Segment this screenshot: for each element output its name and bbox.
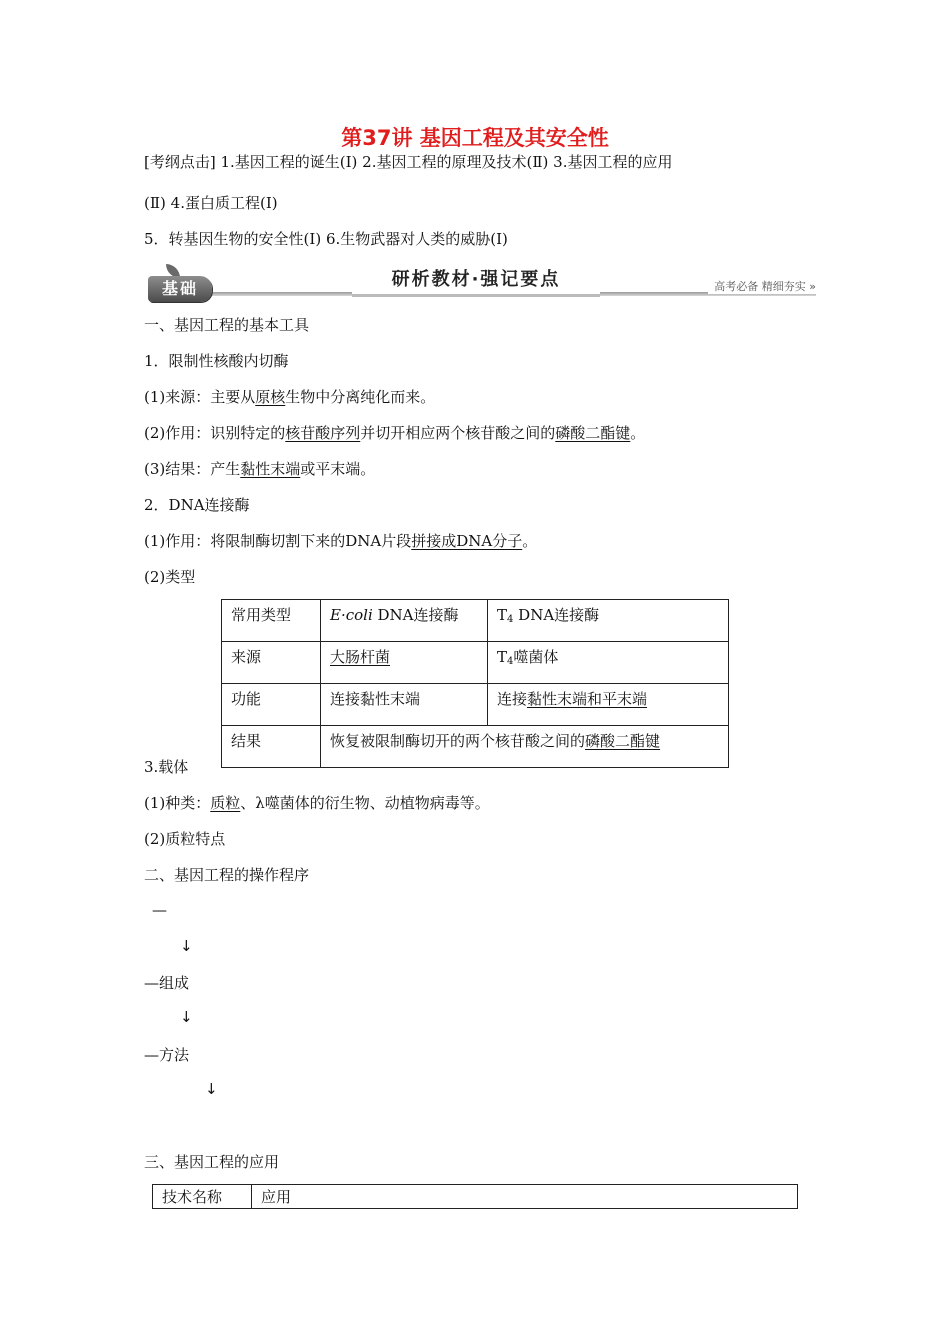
banner-tagline: 高考必备 精细夯实 »: [708, 278, 816, 294]
item-function-prefix: (2)作用：识别特定的: [144, 424, 286, 442]
table-cell: 应用: [252, 1185, 798, 1209]
item-ligase-prefix: (1)作用：将限制酶切割下来的DNA片段: [144, 532, 412, 550]
table-cell: 结果: [222, 726, 321, 768]
item-vector-prefix: (1)种类：: [144, 794, 211, 812]
outline-line-1: [考纲点击] 1.基因工程的诞生(Ⅰ) 2.基因工程的原理及技术(Ⅱ) 3.基因工程的应用: [144, 153, 673, 171]
item-source-blank: 原核: [255, 388, 286, 406]
down-arrow-icon: ↓: [180, 1008, 193, 1026]
table-cell: 连接黏性末端: [321, 684, 488, 726]
item-vector-suffix: 、λ噬菌体的衍生物、动植物病毒等。: [240, 794, 490, 812]
item-function-blank-1: 核苷酸序列: [285, 424, 361, 442]
item-result-prefix: (3)结果：产生: [144, 460, 241, 478]
procedure-step-2: —组成: [144, 974, 190, 992]
section2-heading: 二、基因工程的操作程序: [144, 866, 310, 884]
item-ligase-suffix: 。: [522, 532, 538, 550]
item-function: [144, 423, 645, 443]
item-function-blank-2: 磷酸二酯键: [555, 424, 631, 442]
outline-line-2: (Ⅱ) 4.蛋白质工程(Ⅰ): [144, 194, 278, 212]
table-cell: 技术名称: [153, 1185, 252, 1209]
section1-sub2: 2．DNA连接酶: [144, 496, 250, 514]
item-function-suffix: 。: [630, 424, 646, 442]
item-vector-blank: 质粒: [210, 794, 241, 812]
item-source: [144, 387, 435, 407]
procedure-step-1: —: [152, 901, 167, 919]
ligase-table: [221, 599, 729, 768]
banner-title: 研析教材·强记要点: [352, 266, 600, 294]
item-plasmid-features: (2)质粒特点: [144, 830, 226, 848]
table-row: [222, 642, 729, 684]
t4-subscript: 4: [507, 614, 514, 625]
table-cell: [321, 642, 488, 684]
function-blank: 黏性末端和平末端: [527, 690, 648, 708]
table-row: [222, 684, 729, 726]
table-row: [222, 726, 729, 768]
banner-badge: 基础: [148, 276, 212, 302]
item-source-suffix: 生物中分离纯化而来。: [285, 388, 436, 406]
item-result-suffix: 或平末端。: [300, 460, 376, 478]
down-arrow-icon: ↓: [205, 1080, 218, 1098]
table-cell: [321, 600, 488, 642]
application-table: [152, 1184, 798, 1209]
t4-ligase-label: DNA连接酶: [518, 606, 600, 624]
page-title: 第37讲 基因工程及其安全性: [341, 126, 609, 150]
section1-heading: 一、基因工程的基本工具: [144, 316, 310, 334]
source-blank: 大肠杆菌: [330, 648, 391, 666]
section1-sub3: 3.载体: [144, 758, 189, 776]
table-cell: [321, 726, 729, 768]
item-ligase-blank: 拼接成DNA分子: [411, 532, 523, 550]
function-prefix: 连接: [497, 690, 528, 708]
phage-label: 噬菌体: [513, 648, 559, 666]
item-ligase-function: [144, 531, 537, 551]
section3-heading: 三、基因工程的应用: [144, 1153, 280, 1171]
table-row: [222, 600, 729, 642]
t4-subscript: 4: [507, 656, 514, 667]
result-prefix: 恢复被限制酶切开的两个核苷酸之间的: [330, 732, 586, 750]
item-source-prefix: (1)来源：主要从: [144, 388, 256, 406]
table-cell: [488, 684, 729, 726]
item-vector-types: [144, 793, 490, 813]
ecoli-label: E·coli: [330, 606, 373, 624]
ecoli-ligase-label: DNA连接酶: [377, 606, 459, 624]
item-function-mid: 并切开相应两个核苷酸之间的: [360, 424, 556, 442]
table-cell: 功能: [222, 684, 321, 726]
table-cell: [488, 600, 729, 642]
item-ligase-types: (2)类型: [144, 568, 196, 586]
table-row: [153, 1185, 798, 1209]
table-cell: [488, 642, 729, 684]
outline-line-3: 5．转基因生物的安全性(Ⅰ) 6.生物武器对人类的威胁(Ⅰ): [144, 230, 508, 248]
section-banner: [144, 262, 816, 302]
procedure-step-3: —方法: [144, 1046, 190, 1064]
table-cell: 常用类型: [222, 600, 321, 642]
result-blank: 磷酸二酯键: [585, 732, 661, 750]
down-arrow-icon: ↓: [180, 937, 193, 955]
t4-label: T: [497, 606, 508, 624]
section1-sub1: 1．限制性核酸内切酶: [144, 352, 289, 370]
table-cell: 来源: [222, 642, 321, 684]
t4-label: T: [497, 648, 508, 666]
item-result-blank: 黏性末端: [240, 460, 301, 478]
item-result: [144, 459, 375, 479]
